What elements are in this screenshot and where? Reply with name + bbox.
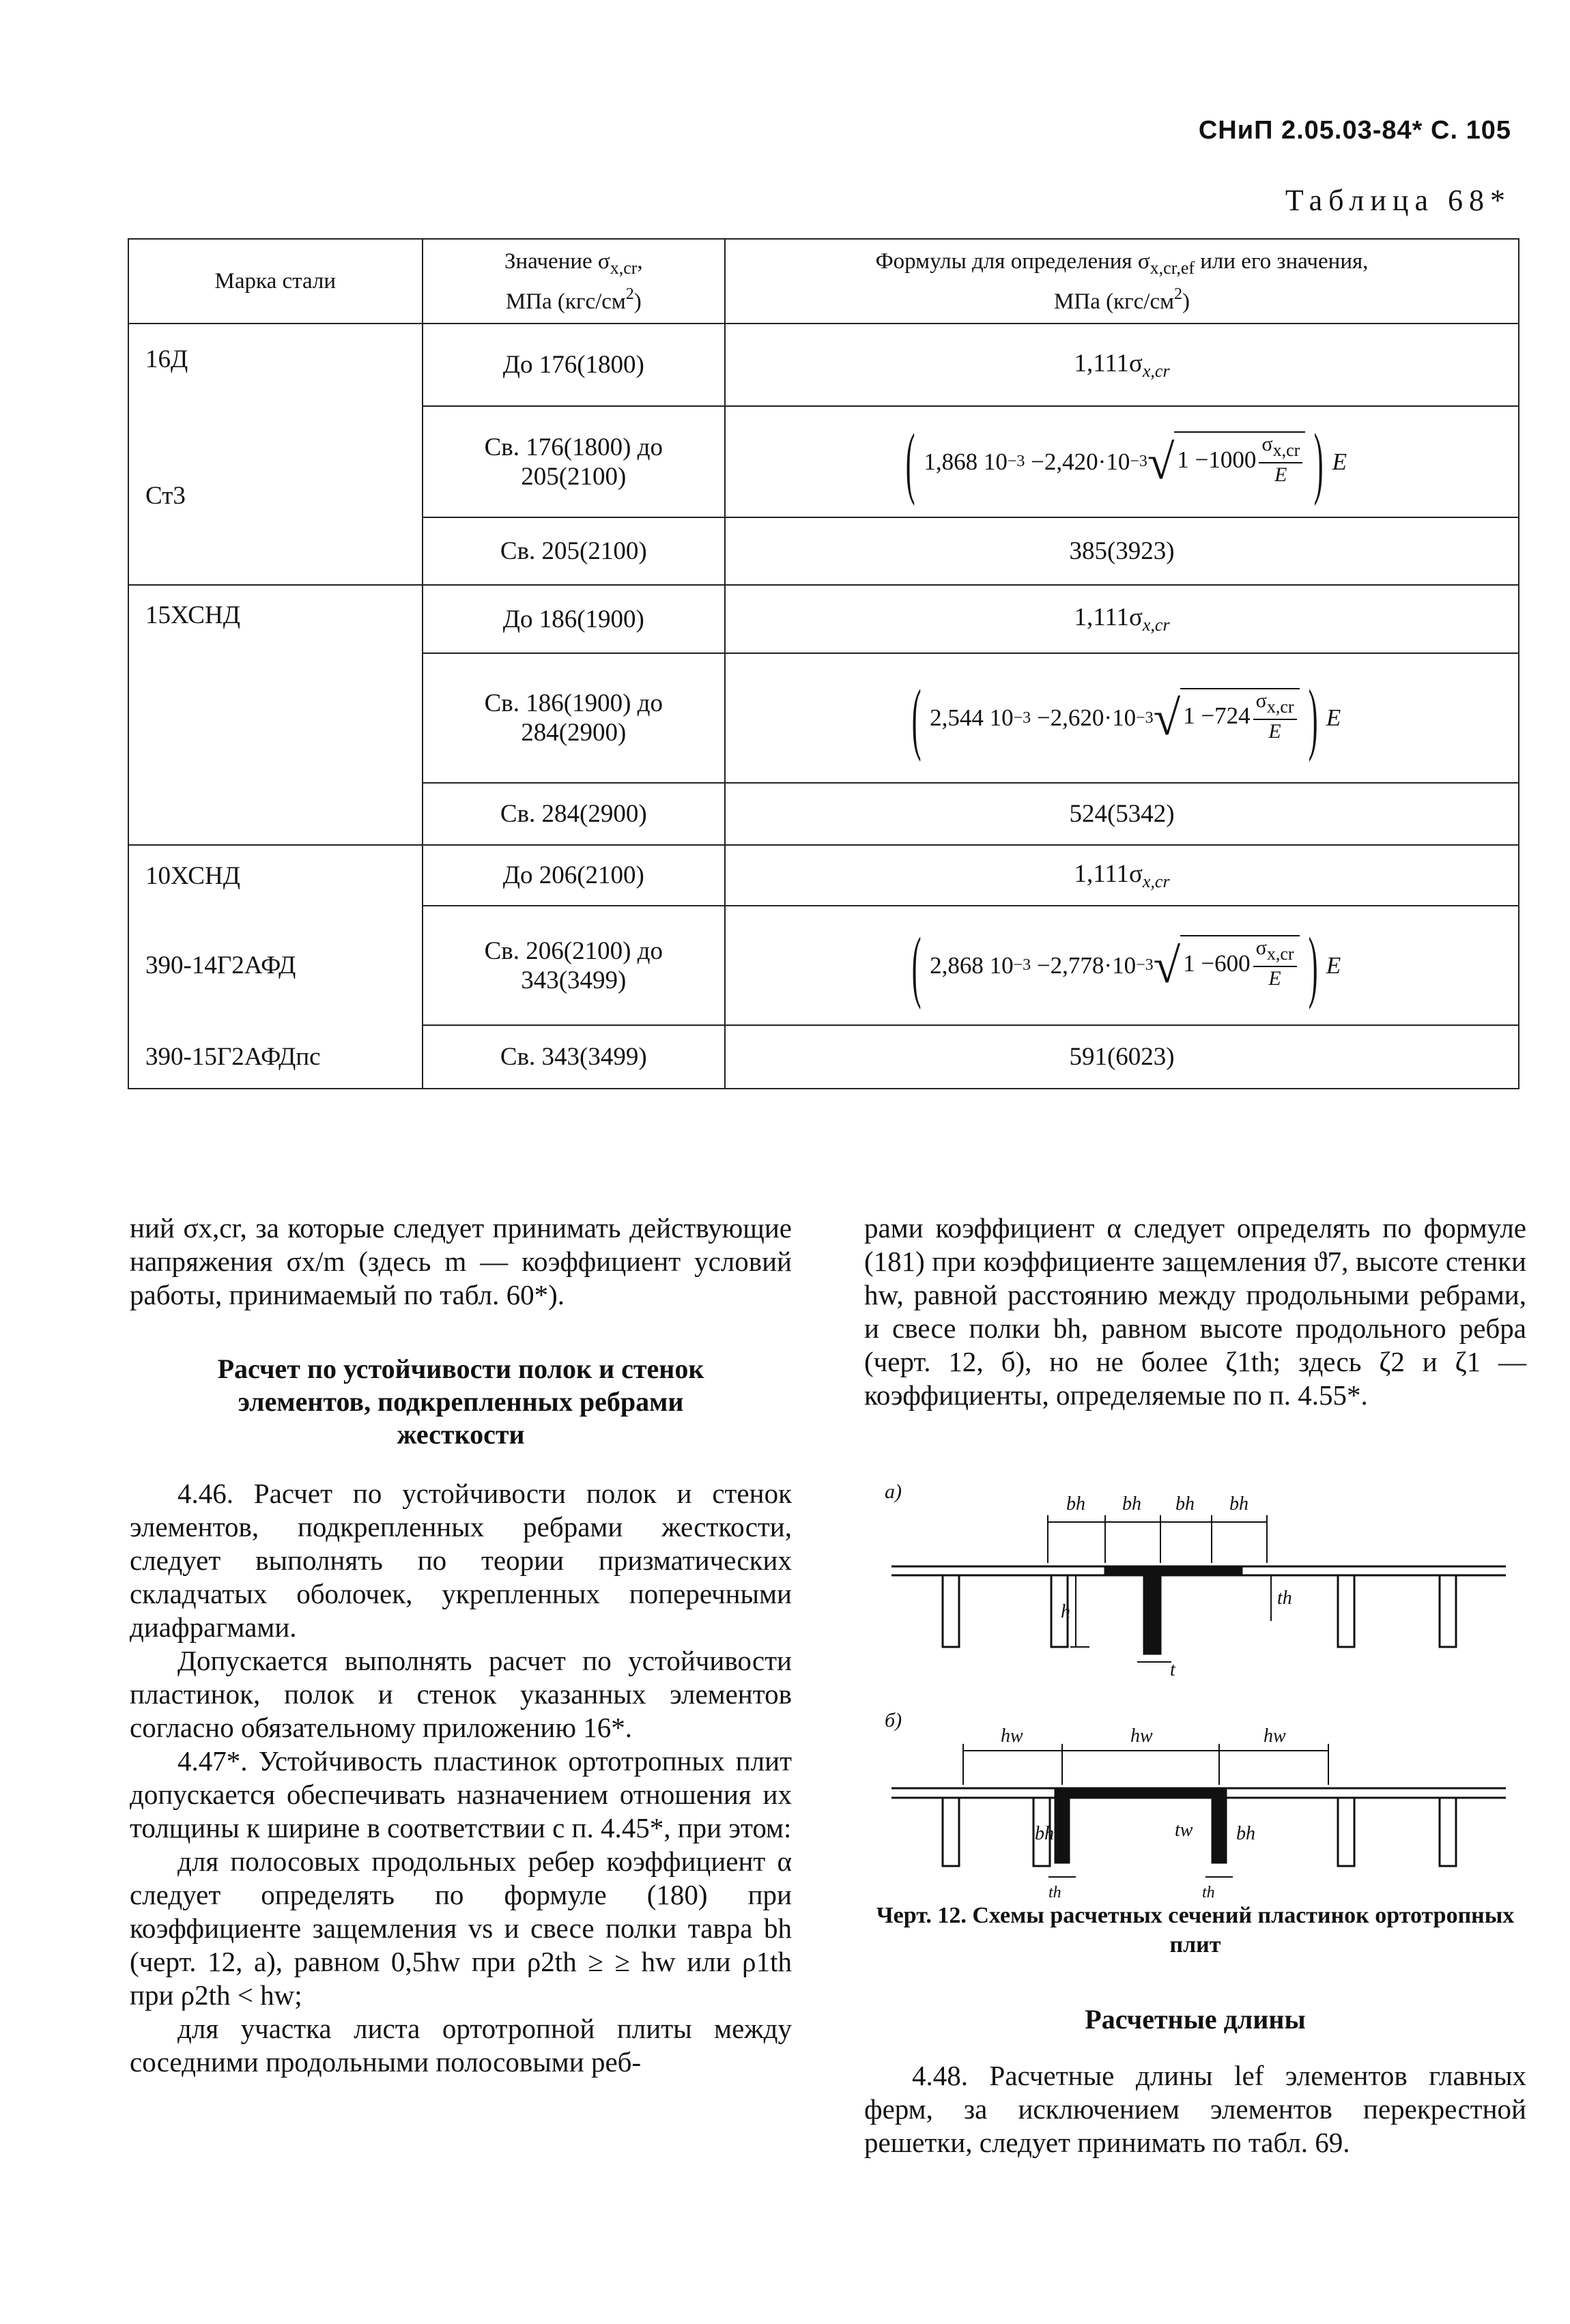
- figure-caption: Черт. 12. Схемы расчетных сечений пластинок ортотропных плит: [876, 1903, 1515, 1957]
- paragraph-4-48: 4.48. Расчетные длины lef элементов главных ферм, за исключением элементов перекрестной решетки, следует принимать по табл. 69.: [864, 2060, 1526, 2158]
- paragraph: рами коэффициент α следует определять по формуле (181) при коэффициенте защемления ϑ7, высоте стенки hw, равной расстоянию между продольными ребрами, и свесе полки bh, равном высоте продольного ребра (черт. 12, б), но не более ζ1th; здесь ζ2 и ζ1 — коэффициенты, определяемые по п. 4.55*.: [864, 1212, 1526, 1411]
- table-row: [128, 517, 1519, 585]
- steel-grade: 15ХСНД: [128, 585, 423, 653]
- dim-th: th: [1277, 1588, 1292, 1609]
- paragraph: Допускается выполнять расчет по устойчивости пластинок, полок и стенок указанных элементов согласно обязательному приложению 16*.: [130, 1645, 792, 1743]
- steel-table: [128, 238, 1519, 1089]
- formula-cell: 524(5342): [725, 783, 1519, 845]
- formula-cell: ( 2,868 10 −3 − 2,778 ·10 −3 √ 1 − 600 $\frac{\sigma x,cr}{E}$ ) E: [725, 906, 1519, 1025]
- value-range: До 206(2100): [423, 845, 725, 906]
- steel-grade: 16Д: [128, 324, 423, 406]
- col-header-formula: Формулы для определения $\sigma_{x,cr,ef}$ или его значения, МПа $(кгс/см^2)$: [725, 239, 1519, 324]
- formula-cell: ( 1,868 10 −3 − 2,420 ·10 −3 √ 1 − 1000 $\frac{\sigma x,cr}{E}$ ) E: [725, 406, 1519, 517]
- dim-h: h: [1061, 1601, 1070, 1622]
- steel-grade: 390-15Г2АФДпс: [128, 1025, 423, 1089]
- value-range: Св. 284(2900): [423, 783, 725, 845]
- dim-hw: hw: [1264, 1725, 1286, 1747]
- section-heading: Расчет по устойчивости полок и стенок элементов, подкрепленных ребрами жесткости: [217, 1353, 704, 1450]
- steel-grade: Ст3: [128, 406, 423, 517]
- value-range: Св. 205(2100): [423, 517, 725, 585]
- ortho-plate-figure: [864, 1467, 1526, 1902]
- value-range: Св. 176(1800) до 205(2100): [423, 406, 725, 517]
- dim-bh: bh: [1035, 1823, 1054, 1844]
- dim-bh: bh: [1066, 1493, 1085, 1515]
- right-column-lower: [864, 2003, 1526, 2160]
- left-column: [130, 1211, 792, 2079]
- col-header-value: Значение $\sigma_{x,cr}$, МПа $(кгс/см^2)$: [423, 239, 725, 324]
- formula-cell: ( 2,544 10 −3 − 2,620 ·10 −3 √ 1 − 724 $\frac{\sigma x,cr}{E}$ ) E: [725, 653, 1519, 783]
- paragraph-4-47: 4.47*. Устойчивость пластинок ортотропных плит допускается обеспечивать назначением отношения их толщины к ширине в соответствии с п. 4.45*, при этом:: [130, 1745, 792, 1844]
- table-row: [128, 1025, 1519, 1089]
- dim-bh: bh: [1229, 1493, 1248, 1515]
- formula-cell: $1,111\sigma_{x,cr}$: [725, 585, 1519, 653]
- steel-grade: 390-14Г2АФД: [128, 906, 423, 1025]
- value-range: Св. 186(1900) до 284(2900): [423, 653, 725, 783]
- value-range: Св. 343(3499): [423, 1025, 725, 1089]
- table-row: [128, 783, 1519, 845]
- formula-cell: 385(3923): [725, 517, 1519, 585]
- dim-t: t: [1170, 1659, 1175, 1680]
- dim-th: th: [1048, 1884, 1061, 1902]
- dim-bh: bh: [1122, 1493, 1141, 1515]
- fig-label-a: а): [885, 1480, 902, 1503]
- col-header-steel: Марка стали: [128, 239, 423, 324]
- dim-bh: bh: [1175, 1493, 1195, 1515]
- steel-grade: 10ХСНД: [128, 845, 423, 906]
- table-row: [128, 906, 1519, 1025]
- section-heading: Расчетные длины: [1085, 2004, 1306, 2035]
- right-column: [864, 1211, 1526, 1412]
- paragraph-4-46: 4.46. Расчет по устойчивости полок и стенок элементов, подкрепленных ребрами жесткости, следует выполнять по теории призматических складчатых оболочек, укрепленных поперечными диафрагмами.: [130, 1478, 792, 1643]
- value-range: До 186(1900): [423, 585, 725, 653]
- fig-label-b: б): [885, 1709, 902, 1732]
- value-range: Св. 206(2100) до 343(3499): [423, 906, 725, 1025]
- table-row: [128, 845, 1519, 906]
- formula-cell: $1,111\sigma_{x,cr}$: [725, 324, 1519, 406]
- value-range: До 176(1800): [423, 324, 725, 406]
- table-row: [128, 324, 1519, 406]
- paragraph: ний σx,cr, за которые следует принимать действующие напряжения σx/m (здесь m — коэффициент условий работы, принимаемый по табл. 60*).: [130, 1212, 792, 1310]
- paragraph: для полосовых продольных ребер коэффициент α следует определять по формуле (180) при коэффициенте защемления vs и свесе полки тавра bh (черт. 12, а), равном 0,5hw при ρ2th ≥ ≥ hw или ρ1th при ρ2th < hw;: [130, 1846, 792, 2011]
- formula-cell: $1,111\sigma_{x,cr}$: [725, 845, 1519, 906]
- table-caption: Таблица 68*: [1285, 184, 1511, 217]
- paragraph: для участка листа ортотропной плиты между соседними продольными полосовыми реб-: [130, 2013, 792, 2078]
- dim-tw: tw: [1175, 1820, 1193, 1841]
- formula-cell: 591(6023): [725, 1025, 1519, 1089]
- dim-th: th: [1202, 1884, 1215, 1902]
- dim-hw: hw: [1001, 1725, 1023, 1747]
- table-row: [128, 585, 1519, 653]
- page-header: СНиП 2.05.03-84* С. 105: [1198, 116, 1511, 145]
- table-row: [128, 406, 1519, 517]
- table-header-row: [128, 239, 1519, 324]
- dim-bh: bh: [1236, 1823, 1255, 1844]
- table-row: [128, 653, 1519, 783]
- dim-hw: hw: [1130, 1725, 1153, 1747]
